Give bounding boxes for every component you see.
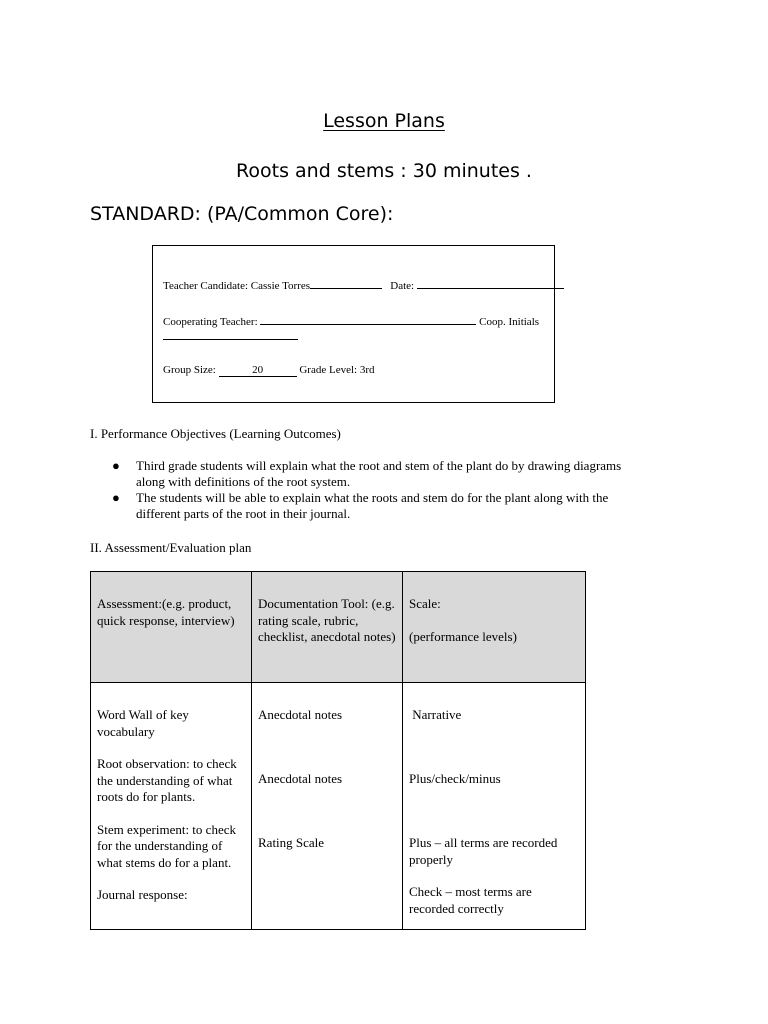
- coop-initials-line: [163, 328, 298, 343]
- documentation-cell-content: [252, 683, 402, 852]
- scale-item: Check – most terms are recorded correctly: [409, 884, 532, 916]
- assessment-plan-heading: II. Assessment/Evaluation plan: [90, 540, 252, 555]
- assessment-header-text: Assessment:(e.g. product, quick response, interview): [97, 596, 235, 628]
- objective-item: [112, 490, 652, 522]
- scale-item: Plus – all terms are recorded properly: [409, 835, 558, 867]
- group-size-line: [163, 364, 375, 377]
- scale-item: Plus/check/minus: [409, 770, 501, 786]
- lesson-subtitle: Roots and stems : 30 minutes .: [236, 160, 532, 182]
- scale-title: Scale:: [409, 596, 441, 611]
- documentation-item: Anecdotal notes: [258, 707, 343, 722]
- table-header-row: [91, 572, 586, 683]
- documentation-item: Rating Scale: [258, 835, 325, 850]
- teacher-candidate-blank: [310, 277, 382, 289]
- cooperating-teacher-line: [163, 313, 539, 328]
- lesson-plans-title: Lesson Plans: [323, 110, 445, 132]
- documentation-header: [252, 572, 403, 683]
- assessment-table: [90, 571, 586, 930]
- bullet-icon: ●: [112, 490, 120, 505]
- objective-text: Third grade students will explain what the root and stem of the plant do by drawing diagrams along with definitions of the root system.: [136, 458, 622, 489]
- coop-initials-blank: [163, 328, 298, 340]
- documentation-header-text: Documentation Tool: (e.g. rating scale, rubric, checklist, anecdotal notes): [258, 596, 396, 644]
- assessment-header: [91, 572, 252, 683]
- assessment-item: Journal response:: [97, 887, 188, 902]
- teacher-info-box: [152, 245, 555, 403]
- assessment-cell: [91, 683, 252, 930]
- teacher-candidate-label: Teacher Candidate: Cassie Torres: [163, 280, 311, 292]
- scale-header: [403, 572, 586, 683]
- documentation-item: Anecdotal notes: [258, 770, 343, 786]
- teacher-candidate-line: [163, 277, 564, 292]
- group-size-label: Group Size:: [163, 364, 216, 376]
- assessment-item: Word Wall of key vocabulary: [97, 707, 189, 739]
- grade-level-label: Grade Level: 3rd: [299, 364, 375, 376]
- assessment-cell-content: [91, 683, 251, 904]
- objective-text: The students will be able to explain what the roots and stem do for the plant along with the different parts of the root in their journal.: [136, 490, 609, 521]
- date-label: Date:: [390, 280, 415, 292]
- date-blank: [417, 277, 564, 289]
- cooperating-teacher-label: Cooperating Teacher:: [163, 316, 258, 328]
- bullet-icon: ●: [112, 458, 120, 473]
- documentation-cell: [252, 683, 403, 930]
- scale-subtitle: (performance levels): [409, 628, 517, 644]
- scale-header-text: [403, 572, 585, 645]
- performance-objectives-heading: I. Performance Objectives (Learning Outcomes): [90, 426, 341, 441]
- standard-heading: STANDARD: (PA/Common Core):: [90, 203, 394, 225]
- assessment-item: Stem experiment: to check for the understanding of what stems do for a plant.: [97, 821, 236, 870]
- objectives-list: [112, 458, 652, 522]
- objective-item: [112, 458, 652, 490]
- cooperating-teacher-blank: [260, 313, 476, 325]
- scale-cell: [403, 683, 586, 930]
- assessment-item: Root observation: to check the understanding of what roots do for plants.: [97, 756, 237, 804]
- scale-cell-content: [403, 683, 585, 917]
- group-size-value: 20: [219, 364, 297, 377]
- scale-item: Narrative: [409, 707, 462, 722]
- coop-initials-label: Coop. Initials: [479, 316, 540, 328]
- table-row: [91, 683, 586, 930]
